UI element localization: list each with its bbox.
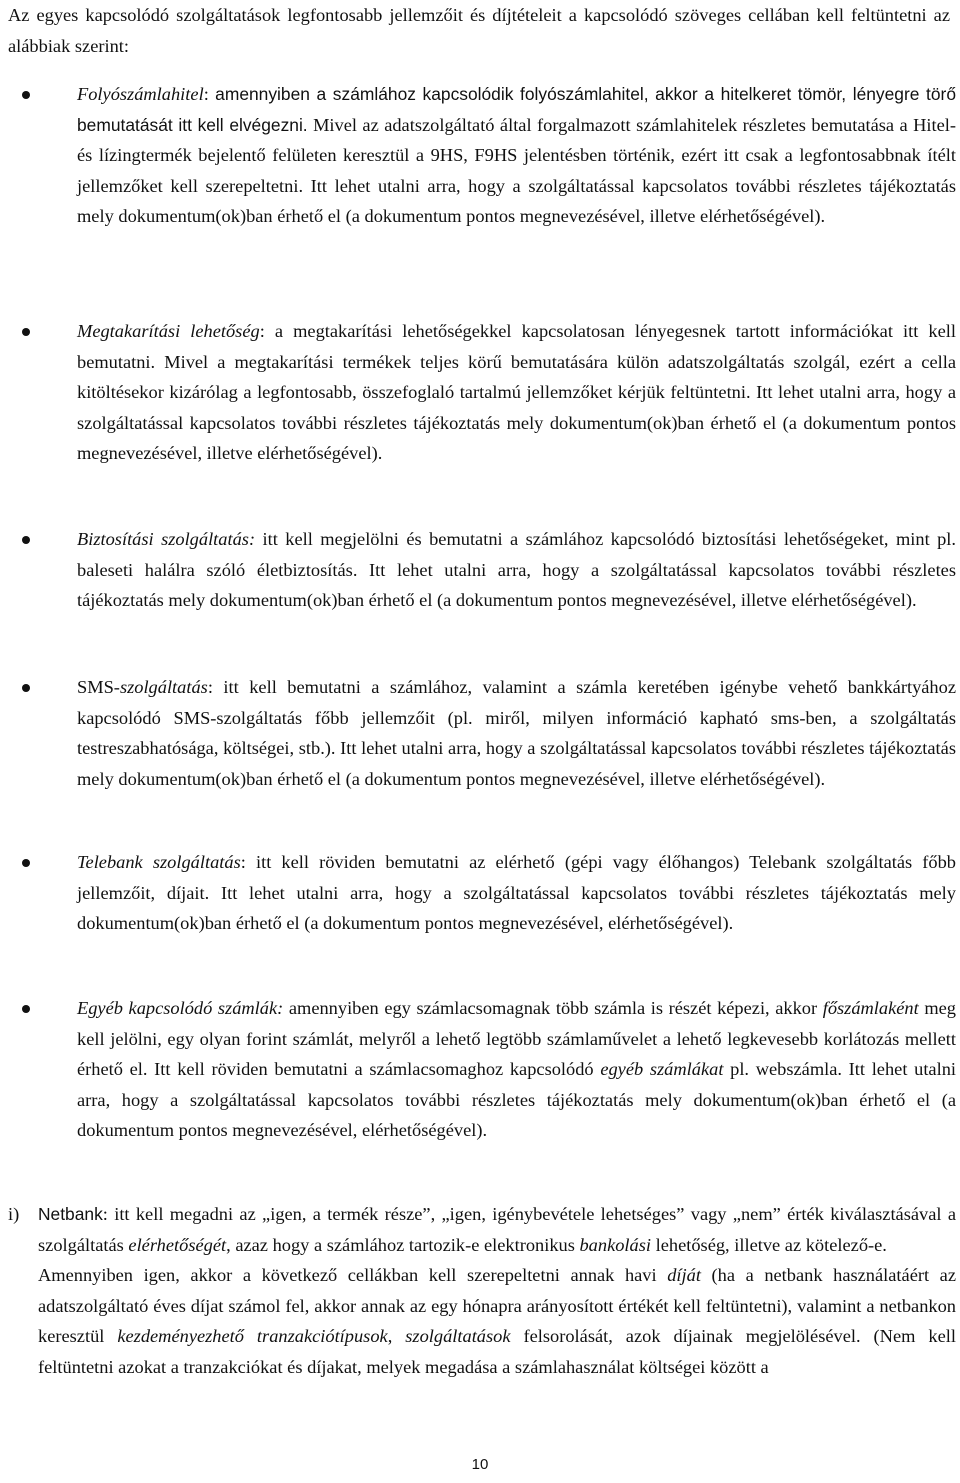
list-item-megtakaritas: Megtakarítási lehetőség: a megtakarítási lehetőségekkel kapcsolatosan lényegesnek tartott információkat itt kell bemutatni. Mivel a megtakarítási termékek teljes körű bemutatására külön adatszolgáltatás szolgál, ezért a cella kitöltésekor kizárólag a legfontosabb, összefoglaló tartalmú jellemzőket kérjük feltüntetni. Itt lehet utalni arra, hogy a szolgáltatással kapcsolatos további részletes tájékoztatás mely dokumentum(ok)ban érhető el (a dokumentum pontos megnevezésével, illetve elérhetőségével).	[22, 316, 956, 469]
netbank-paragraph-1: Netbank: itt kell megadni az „igen, a termék része”, „igen, igénybevétele lehetséges” vagy „nem” érték kiválasztásával a szolgáltatás elérhetőségét, azaz hogy a számlához tartozik-e elektronikus bankolási lehetőség, illetve az kötelező-e.	[38, 1204, 956, 1255]
bullet-icon	[22, 1005, 30, 1013]
bullet-icon	[22, 91, 30, 99]
bullet-icon	[22, 536, 30, 544]
term-biztositas: Biztosítási szolgáltatás:	[77, 529, 256, 549]
list-item-biztositas: Biztosítási szolgáltatás: itt kell megjelölni és bemutatni a számlához kapcsolódó biztosítási lehetőségeket, mint pl. baleseti halálra szóló életbiztosítás. Itt lehet utalni arra, hogy a szolgáltatással kapcsolatos további részletes tájékoztatás mely dokumentum(ok)ban érhető el (a dokumentum pontos megnevezésével, illetve elérhetőségével).	[22, 524, 956, 616]
list-item-egyeb-szamlak: Egyéb kapcsolódó számlák: amennyiben egy számlacsomagnak több számla is részét képezi, akkor főszámlaként meg kell jelölni, egy olyan forint számlát, melyről a lehető legtöbb számlaművelet a lehető legkevesebb korlátozás mellett érhető el. Itt kell röviden bemutatni a számlacsomaghoz kapcsolódó egyéb számlákat pl. webszámla. Itt lehet utalni arra, hogy a szolgáltatással kapcsolatos további részletes tájékoztatás mely dokumentum(ok)ban érhető el (a dokumentum pontos megnevezésével, elérhetőségével).	[22, 993, 956, 1146]
lead-text: amennyiben a számlához kapcsolódik folyószámlahitel, akkor a hitelkeret tömör, lényegre törő bemutatását itt kell elvégezni.	[77, 84, 956, 135]
term-egyeb-szamlak: Egyéb kapcsolódó számlák:	[77, 998, 284, 1018]
bullet-icon	[22, 328, 30, 336]
term-megtakaritas: Megtakarítási lehetőség	[77, 321, 260, 341]
term-sms: szolgáltatás	[119, 677, 208, 697]
bullet-icon	[22, 684, 30, 692]
list-item-telebank: Telebank szolgáltatás: itt kell röviden bemutatni az elérhető (gépi vagy élőhangos) Telebank szolgáltatás főbb jellemzőit, díjait. Itt lehet utalni arra, hogy a szolgáltatással kapcsolatos további részletes tájékoztatás mely dokumentum(ok)ban érhető el (a dokumentum pontos megnevezésével, elérhetőségével).	[22, 847, 956, 939]
item-marker: i)	[8, 1204, 20, 1224]
netbank-label: Netbank	[38, 1204, 103, 1224]
intro-text: Az egyes kapcsolódó szolgáltatások legfontosabb jellemzőit és díjtételeit a kapcsolódó szöveges cellában kell feltüntetni az alábbiak szerint:	[8, 5, 950, 56]
intro-paragraph	[8, 0, 950, 61]
bullet-icon	[22, 859, 30, 867]
term-folyoszamlahitel: Folyószámlahitel	[77, 84, 204, 104]
page-number: 10	[471, 1456, 489, 1473]
list-item-sms: SMS-szolgáltatás: itt kell bemutatni a számlához, valamint a számla keretében igénybe vehető bankkártyához kapcsolódó SMS-szolgáltatás főbb jellemzőit (pl. miről, milyen információ kapható sms-ben, a szolgáltatás testreszabhatósága, költségei, stb.). Itt lehet utalni arra, hogy a szolgáltatással kapcsolatos további részletes tájékoztatás mely dokumentum(ok)ban érhető el (a dokumentum pontos megnevezésével, illetve elérhetőségével).	[22, 672, 956, 794]
list-item-folyoszamlahitel: Folyószámlahitel: amennyiben a számlához kapcsolódik folyószámlahitel, akkor a hitelkeret tömör, lényegre törő bemutatását itt kell elvégezni. Mivel az adatszolgáltató által forgalmazott számlahitelek részletes bemutatása a Hitel-és lízingtermék bejelentő felületen keresztül a 9HS, F9HS jelentésben történik, ezért itt csak a legfontosabbnak ítélt jellemzőket kell szerepeltetni. Itt lehet utalni arra, hogy a szolgáltatással kapcsolatos további részletes tájékoztatás mely dokumentum(ok)ban érhető el (a dokumentum pontos megnevezésével, illetve elérhetőségével).	[22, 79, 956, 232]
list-item-netbank	[8, 1199, 956, 1383]
netbank-paragraph-2: Amennyiben igen, akkor a következő cellákban kell szerepeltetni annak havi díját (ha a netbank használatáért az adatszolgáltató éves díjat számol fel, akkor annak az egy hónapra arányosított értékét kell feltüntetni), valamint a netbankon keresztül kezdeményezhető tranzakciótípusok, szolgáltatások felsorolását, azok díjainak megjelölésével. (Nem kell feltüntetni azokat a tranzakciókat és díjakat, melyek megadása a számlahasználat költségei között a	[38, 1265, 956, 1377]
term-telebank: Telebank szolgáltatás	[77, 852, 241, 872]
